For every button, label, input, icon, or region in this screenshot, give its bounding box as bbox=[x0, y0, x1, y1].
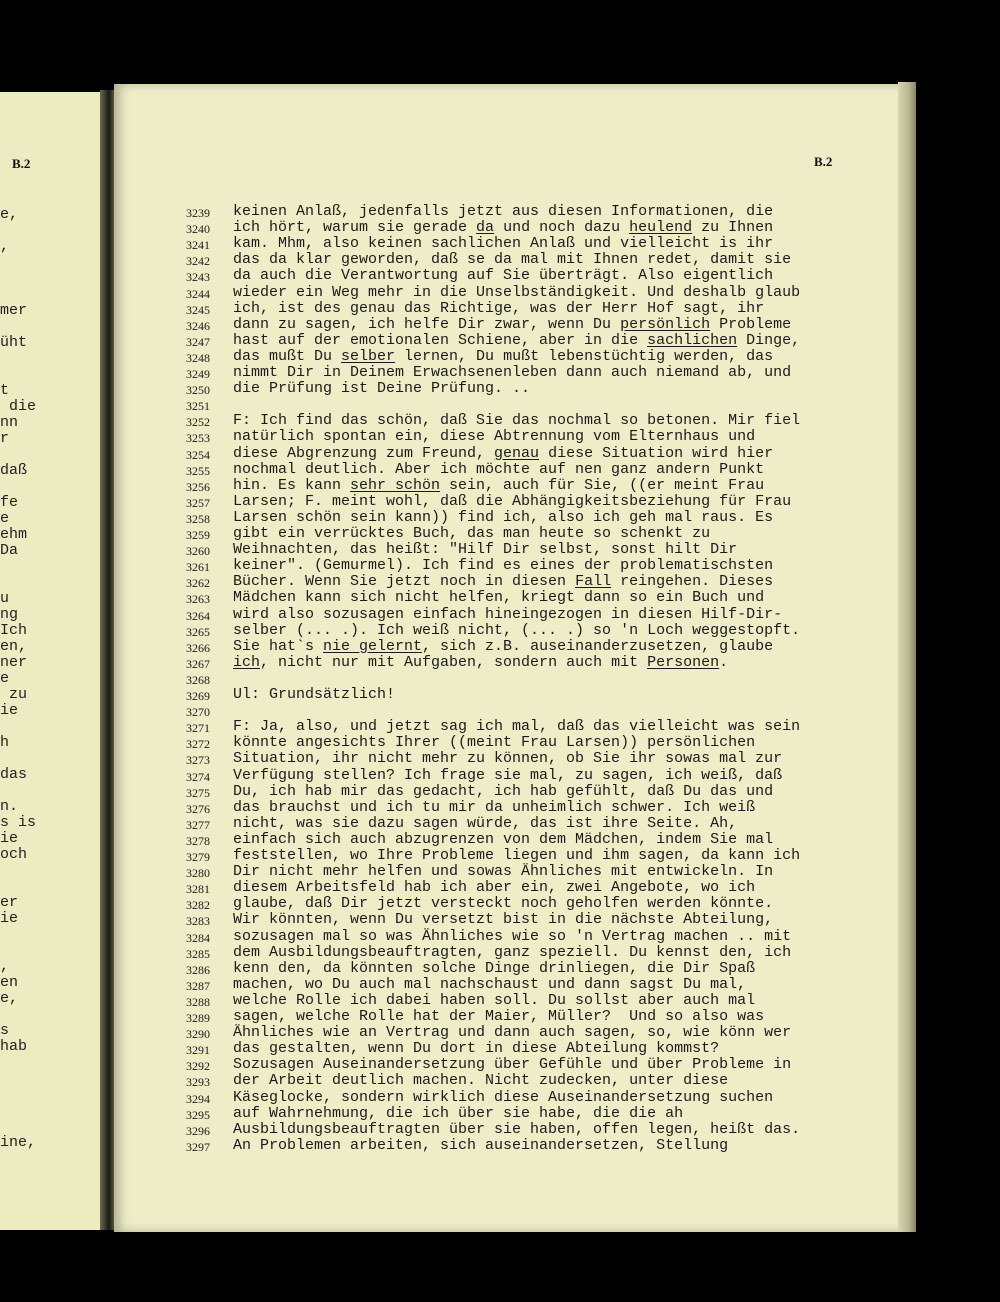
line-number: 3289 bbox=[186, 1011, 210, 1025]
line-number: 3292 bbox=[186, 1059, 210, 1074]
left-page-line: e bbox=[0, 510, 10, 527]
text-segment: Probleme bbox=[710, 315, 792, 333]
text-line bbox=[233, 429, 755, 445]
text-line bbox=[233, 1057, 791, 1073]
left-page-line: nn bbox=[0, 414, 19, 431]
text-segment: Käseglocke, sondern wirklich diese Auseinandersetzung suchen bbox=[233, 1088, 774, 1106]
text-line bbox=[233, 768, 782, 784]
text-line bbox=[233, 236, 773, 252]
line-number: 3268 bbox=[186, 672, 210, 687]
text-segment: feststellen, wo Ihre Probleme liegen und ihm sagen, da kann ich bbox=[233, 847, 801, 864]
text-segment: hast auf der emotionalen Schiene, aber in die bbox=[233, 331, 648, 349]
text-line bbox=[233, 349, 773, 365]
underlined-word: Fall bbox=[575, 573, 612, 591]
left-page-line: och bbox=[0, 846, 28, 863]
text-line bbox=[233, 784, 773, 800]
text-segment: Ausbildungsbeauftragten über sie haben, offen legen, heißt das. bbox=[233, 1120, 801, 1138]
text-segment: diese Situation wird hier bbox=[539, 444, 774, 462]
text-segment: nochmal deutlich. Aber ich möchte auf nen ganz andern Punkt bbox=[233, 460, 765, 478]
left-page-line: n. bbox=[0, 798, 19, 815]
text-line bbox=[233, 880, 755, 896]
line-number: 3242 bbox=[186, 254, 210, 269]
text-line bbox=[233, 268, 773, 284]
line-number: 3285 bbox=[186, 946, 210, 961]
text-segment: , sich z.B. auseinanderzusetzen, glaube bbox=[422, 637, 774, 655]
text-line bbox=[233, 655, 728, 671]
text-segment: Bücher. Wenn Sie jetzt noch in diesen bbox=[233, 573, 576, 591]
text-segment: . bbox=[719, 653, 729, 671]
text-line bbox=[233, 945, 791, 961]
text-segment: kam. Mhm, also keinen sachlichen Anlaß und vielleicht is ihr bbox=[233, 235, 774, 253]
left-page-line: en bbox=[0, 974, 19, 991]
text-line bbox=[233, 590, 764, 606]
text-segment: da auch die Verantwortung auf Sie überträgt. Also eigentlich bbox=[233, 267, 774, 285]
text-segment: wird also sozusagen einfach hineingezogen in diesen Hilf-Dir- bbox=[233, 605, 783, 623]
line-number: 3241 bbox=[186, 238, 210, 253]
line-number: 3291 bbox=[186, 1043, 210, 1058]
line-number: 3257 bbox=[186, 495, 210, 510]
line-number: 3240 bbox=[186, 222, 210, 237]
text-segment: hin. Es kann bbox=[233, 476, 351, 494]
text-line bbox=[233, 381, 530, 397]
text-line bbox=[233, 301, 764, 317]
text-line bbox=[233, 462, 764, 478]
left-page-line: ner bbox=[0, 654, 28, 671]
text-segment: Sie hat`s bbox=[233, 637, 324, 655]
text-segment: wieder ein Weg mehr in die Unselbständigkeit. Und deshalb glaub bbox=[233, 283, 801, 301]
underlined-word: nie gelernt bbox=[323, 637, 423, 655]
text-segment: dem Ausbildungsbeauftragten, ganz speziell. Du kennst den, ich bbox=[233, 943, 792, 961]
left-page-line: e bbox=[0, 670, 10, 687]
text-line bbox=[233, 800, 755, 816]
line-number: 3288 bbox=[186, 994, 210, 1009]
line-number: 3283 bbox=[186, 914, 210, 929]
left-page-line: ng bbox=[0, 606, 19, 623]
text-segment: nimmt Dir in Deinem Erwachsenenleben dann auch niemand ab, und bbox=[233, 364, 792, 381]
underlined-word: genau bbox=[494, 444, 540, 462]
line-number: 3278 bbox=[186, 833, 210, 848]
text-line bbox=[233, 1073, 728, 1089]
left-page bbox=[0, 92, 104, 1230]
text-segment: Mädchen kann sich nicht helfen, kriegt dann so ein Buch und bbox=[233, 589, 765, 607]
text-line bbox=[233, 494, 791, 510]
text-segment: Ähnliches wie an Vertrag und dann auch sagen, so, wie könn wer bbox=[233, 1024, 792, 1042]
text-segment: glaube, daß Dir jetzt versteckt noch geholfen werden könnte. bbox=[233, 895, 774, 913]
text-line bbox=[233, 929, 791, 945]
line-number: 3271 bbox=[186, 721, 210, 736]
text-segment: Verfügung stellen? Ich frage sie mal, zu sagen, ich weiß, daß bbox=[233, 766, 783, 784]
line-number: 3253 bbox=[186, 431, 210, 446]
text-line bbox=[233, 623, 800, 639]
left-page-line: fe bbox=[0, 494, 19, 511]
left-page-line: e, bbox=[0, 990, 19, 1007]
line-number: 3280 bbox=[186, 866, 210, 881]
text-segment: das mußt Du bbox=[233, 347, 342, 365]
text-line bbox=[233, 912, 773, 928]
left-page-line: Da bbox=[0, 542, 19, 559]
line-number: 3251 bbox=[186, 399, 210, 414]
line-number: 3259 bbox=[186, 528, 210, 542]
text-segment: An Problemen arbeiten, sich auseinandersetzen, Stellung bbox=[233, 1136, 729, 1154]
line-number: 3264 bbox=[186, 608, 210, 623]
left-page-line: , bbox=[0, 238, 10, 255]
text-line bbox=[233, 1106, 683, 1122]
text-line bbox=[233, 896, 773, 912]
line-number: 3281 bbox=[186, 882, 210, 897]
text-line bbox=[233, 719, 800, 735]
line-number: 3294 bbox=[186, 1091, 210, 1106]
line-number: 3256 bbox=[186, 479, 210, 494]
line-number: 3254 bbox=[186, 447, 210, 462]
text-line bbox=[233, 526, 710, 542]
line-number: 3286 bbox=[186, 962, 210, 977]
text-segment: nicht, was sie dazu sagen würde, das ist ihre Seite. Ah, bbox=[233, 814, 738, 832]
left-page-line: en, bbox=[0, 638, 28, 655]
line-number: 3295 bbox=[186, 1107, 210, 1122]
line-number: 3262 bbox=[186, 576, 210, 591]
line-number: 3260 bbox=[186, 544, 210, 559]
left-page-line: Ich bbox=[0, 622, 28, 639]
line-number: 3263 bbox=[186, 592, 210, 607]
text-segment: die Prüfung ist Deine Prüfung. .. bbox=[233, 380, 531, 398]
left-page-line: r bbox=[0, 430, 10, 447]
line-number: 3270 bbox=[186, 705, 210, 720]
line-number: 3276 bbox=[186, 801, 210, 816]
text-segment: könnte angesichts Ihrer ((meint Frau Larsen)) persönlichen bbox=[233, 734, 756, 752]
line-number: 3267 bbox=[186, 656, 210, 671]
text-segment: Wir könnten, wenn Du versetzt bist in die nächste Abteilung, bbox=[233, 911, 774, 929]
left-page-line: hab bbox=[0, 1038, 28, 1055]
left-page-section-label: B.2 bbox=[12, 156, 31, 171]
text-segment: Dir nicht mehr helfen und sowas Ähnliches mit entwickeln. In bbox=[233, 863, 774, 881]
line-number: 3269 bbox=[186, 689, 210, 703]
line-number: 3261 bbox=[186, 560, 210, 575]
text-line bbox=[233, 333, 800, 349]
text-line bbox=[233, 285, 800, 301]
line-number: 3239 bbox=[186, 206, 210, 220]
text-line bbox=[233, 317, 791, 333]
right-page-section-label: B.2 bbox=[814, 154, 833, 169]
text-segment: , nicht nur mit Aufgaben, sondern auch mit bbox=[260, 653, 648, 671]
page-edge bbox=[898, 82, 916, 1232]
left-page-line: t bbox=[0, 382, 10, 399]
text-line bbox=[233, 993, 755, 1009]
text-line bbox=[233, 446, 773, 462]
underlined-word: sachlichen bbox=[647, 331, 738, 349]
text-segment: Weihnachten, das heißt: "Hilf Dir selbst, sonst hilt Dir bbox=[233, 541, 738, 559]
text-segment: ich, ist des genau das Richtige, was der Herr Hof sagt, ihr bbox=[233, 299, 765, 317]
text-line bbox=[233, 735, 755, 751]
left-page-line: ie bbox=[0, 830, 19, 847]
text-segment: Du, ich hab mir das gedacht, ich hab gefühlt, daß Du das und bbox=[233, 782, 774, 800]
line-number: 3275 bbox=[186, 785, 210, 800]
text-line bbox=[233, 558, 773, 574]
text-segment: das da klar geworden, daß se da mal mit Ihnen redet, damit sie bbox=[233, 251, 792, 269]
line-number: 3290 bbox=[186, 1027, 210, 1042]
line-number: 3243 bbox=[186, 270, 210, 285]
left-page-line: mer bbox=[0, 302, 28, 319]
text-segment: Sozusagen Auseinandersetzung über Gefühle und über Probleme in bbox=[233, 1056, 792, 1074]
text-segment: ich hört, warum sie gerade bbox=[233, 219, 477, 237]
left-page-line: daß bbox=[0, 462, 28, 479]
text-line bbox=[233, 1041, 719, 1057]
text-line bbox=[233, 1090, 773, 1106]
text-line bbox=[233, 607, 782, 623]
line-number: 3277 bbox=[186, 817, 210, 832]
text-line bbox=[233, 204, 773, 220]
text-line bbox=[233, 478, 764, 494]
text-segment: F: Ich find das schön, daß Sie das nochmal so betonen. Mir fiel bbox=[233, 412, 801, 430]
text-segment: Dinge, bbox=[737, 331, 801, 349]
text-segment: selber (... .). Ich weiß nicht, (... .) so 'n Loch weggestopft. bbox=[233, 621, 801, 639]
text-segment: diesem Arbeitsfeld hab ich aber ein, zwei Angebote, wo ich bbox=[233, 879, 756, 897]
text-segment: sagen, welche Rolle hat der Maier, Müller? Und so also was bbox=[233, 1008, 765, 1025]
line-number: 3287 bbox=[186, 978, 210, 993]
line-number: 3246 bbox=[186, 318, 210, 333]
line-number: 3244 bbox=[186, 286, 210, 301]
text-segment: einfach sich auch abzugrenzen von dem Mädchen, indem Sie mal bbox=[233, 830, 774, 848]
text-segment: Larsen; F. meint wohl, daß die Abhängigkeitsbeziehung für Frau bbox=[233, 492, 792, 510]
text-segment: sein, auch für Sie, ((er meint Frau bbox=[440, 476, 765, 494]
text-segment: lernen, Du mußt lebenstüchtig werden, das bbox=[395, 347, 774, 365]
line-number: 3247 bbox=[186, 334, 210, 349]
text-line bbox=[233, 1122, 800, 1138]
line-number: 3252 bbox=[186, 415, 210, 430]
underlined-word: heulend bbox=[629, 219, 693, 237]
text-line bbox=[233, 252, 791, 268]
line-number: 3272 bbox=[186, 737, 210, 752]
text-segment: machen, wo Du auch mal nachschaust und dann sagst Du mal, bbox=[233, 975, 747, 993]
left-page-line: ie bbox=[0, 702, 19, 719]
text-segment: Situation, ihr nicht mehr zu können, ob Sie ihr sowas mal zur bbox=[233, 750, 783, 768]
text-line bbox=[233, 848, 800, 864]
line-number: 3249 bbox=[186, 367, 210, 381]
text-segment: und noch dazu bbox=[494, 219, 630, 237]
line-number: 3248 bbox=[186, 350, 210, 365]
underlined-word: sehr schön bbox=[350, 476, 441, 494]
text-segment: natürlich spontan ein, diese Abtrennung vom Elternhaus und bbox=[233, 428, 756, 446]
left-page-line: das bbox=[0, 766, 28, 783]
left-page-line: ine, bbox=[0, 1134, 37, 1151]
text-line bbox=[233, 542, 737, 558]
text-segment: reingehen. Dieses bbox=[611, 573, 774, 591]
text-segment: Ul: Grundsätzlich! bbox=[233, 686, 396, 703]
left-page-line: s is bbox=[0, 814, 37, 831]
text-segment: gibt ein verrücktes Buch, das man heute so schenkt zu bbox=[233, 525, 711, 542]
line-number: 3279 bbox=[186, 850, 210, 864]
underlined-word: ich bbox=[233, 653, 261, 671]
left-page-line: , bbox=[0, 958, 10, 975]
text-segment: Larsen schön sein kann)) find ich, also ich geh mal raus. Es bbox=[233, 508, 774, 526]
text-line bbox=[233, 864, 773, 880]
text-line bbox=[233, 1025, 791, 1041]
left-page-line: e, bbox=[0, 206, 19, 223]
text-segment: keiner". (Gemurmel). Ich find es eines der problematischsten bbox=[233, 557, 774, 575]
text-line bbox=[233, 1009, 764, 1025]
line-number: 3266 bbox=[186, 640, 210, 655]
line-number: 3293 bbox=[186, 1075, 210, 1090]
text-line bbox=[233, 639, 773, 655]
line-number: 3282 bbox=[186, 898, 210, 913]
underlined-word: da bbox=[476, 219, 495, 237]
line-number: 3296 bbox=[186, 1123, 210, 1138]
text-line bbox=[233, 365, 791, 381]
text-segment: auf Wahrnehmung, die ich über sie habe, die die ah bbox=[233, 1104, 684, 1122]
text-line bbox=[233, 816, 737, 832]
underlined-word: Personen bbox=[647, 653, 720, 671]
text-line bbox=[233, 510, 773, 526]
left-page-line: die bbox=[0, 398, 37, 415]
text-line bbox=[233, 1138, 728, 1154]
left-page-line: üht bbox=[0, 334, 28, 351]
left-page-line: h bbox=[0, 734, 10, 751]
line-number: 3273 bbox=[186, 753, 210, 768]
text-segment: diese Abgrenzung zum Freund, bbox=[233, 444, 495, 462]
text-segment: das brauchst und ich tu mir da unheimlich schwer. Ich weiß bbox=[233, 798, 756, 816]
text-segment: kenn den, da könnten solche Dinge drinliegen, die Dir Spaß bbox=[233, 959, 756, 977]
underlined-word: selber bbox=[341, 347, 396, 365]
left-page-line: ie bbox=[0, 910, 19, 927]
underlined-word: persönlich bbox=[620, 315, 711, 333]
text-segment: zu Ihnen bbox=[692, 219, 774, 237]
text-line bbox=[233, 961, 755, 977]
text-segment: sozusagen mal so was Ähnliches wie so 'n Vertrag machen .. mit bbox=[233, 927, 792, 945]
text-segment: dann zu sagen, ich helfe Dir zwar, wenn Du bbox=[233, 315, 621, 333]
text-segment: keinen Anlaß, jedenfalls jetzt aus diesen Informationen, die bbox=[233, 203, 774, 220]
left-page-line: u bbox=[0, 590, 10, 607]
line-number: 3284 bbox=[186, 930, 210, 945]
text-line bbox=[233, 413, 800, 429]
text-line bbox=[233, 574, 773, 590]
line-number: 3265 bbox=[186, 624, 210, 639]
left-page-line: ehm bbox=[0, 526, 28, 543]
left-page-line: er bbox=[0, 894, 19, 911]
line-number: 3297 bbox=[186, 1139, 210, 1154]
line-number: 3258 bbox=[186, 511, 210, 526]
text-line bbox=[233, 220, 773, 236]
line-number: 3274 bbox=[186, 769, 210, 784]
text-line bbox=[233, 977, 746, 993]
left-page-line: zu bbox=[0, 686, 28, 703]
line-number: 3250 bbox=[186, 383, 210, 398]
text-segment: F: Ja, also, und jetzt sag ich mal, daß das vielleicht was sein bbox=[233, 718, 801, 736]
left-page-line: s bbox=[0, 1022, 10, 1039]
line-number: 3245 bbox=[186, 302, 210, 317]
line-number: 3255 bbox=[186, 463, 210, 478]
text-line bbox=[233, 832, 773, 848]
text-segment: der Arbeit deutlich machen. Nicht zudecken, unter diese bbox=[233, 1072, 729, 1090]
text-line bbox=[233, 687, 395, 703]
text-line bbox=[233, 751, 782, 767]
text-segment: welche Rolle ich dabei haben soll. Du sollst aber auch mal bbox=[233, 991, 756, 1009]
text-segment: das gestalten, wenn Du dort in diese Abteilung kommst? bbox=[233, 1040, 720, 1058]
